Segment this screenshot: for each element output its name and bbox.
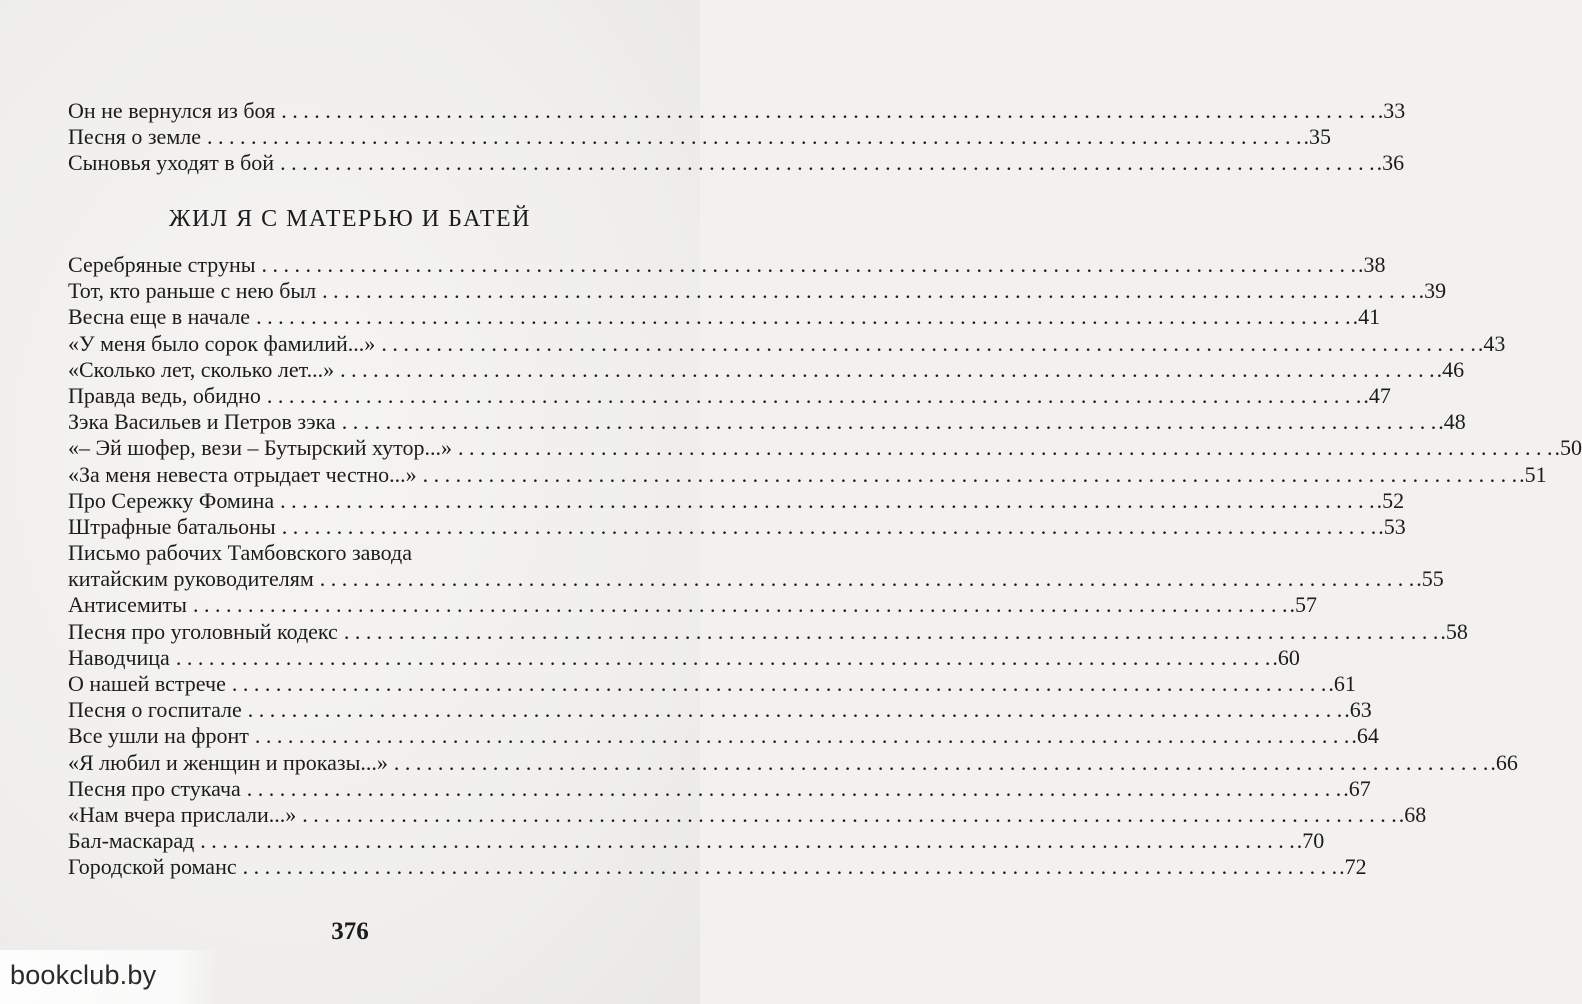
toc-entry [68,749,1518,776]
toc-leader-dots [243,854,1338,880]
toc-leader-dots [200,828,1295,854]
toc-leader-dots [176,645,1271,671]
toc-entry [68,124,1331,150]
toc-leader-dots [280,488,1375,514]
toc-entry-title: Песня про стукача [68,775,241,801]
toc-entry [68,330,1506,357]
toc-entry-page: .66 [1490,749,1518,775]
toc-entry-page: .52 [1376,487,1405,513]
toc-list-top [68,98,1406,177]
toc-entry-title: «У меня было сорок фамилий...» [68,330,376,356]
toc-leader-dots [207,124,1302,150]
toc-entry [68,801,1427,828]
toc-entry-title: Антисемиты [68,592,187,618]
toc-entry-page: .70 [1296,828,1325,854]
toc-entry-title: «– Эй шофер, вези – Бутырский хутор...» [68,435,452,461]
toc-entry-page: .48 [1438,409,1466,435]
toc-leader-dots [247,776,1342,802]
toc-entry-title: Песня о земле [68,124,201,150]
toc-entry [68,435,1582,461]
toc-entry-page: .72 [1339,854,1367,880]
toc-entry-title: Зэка Васильев и Петров зэка [68,409,336,435]
toc-leader-dots [262,252,1357,278]
toc-entry-title: Сыновья уходят в бой [68,150,275,176]
toc-entry-page: .55 [1416,566,1444,592]
toc-entry-page: .63 [1344,697,1372,723]
toc-entry [68,487,1405,514]
toc-entry-page: .35 [1303,124,1331,150]
toc-entry [68,671,1356,697]
toc-entry-page: .50 [1554,435,1582,461]
toc-entry [68,697,1372,723]
toc-leader-dots [280,150,1375,176]
toc-entry [68,566,1444,592]
toc-entry [68,252,1386,278]
toc-entry [68,540,640,566]
toc-leader-dots [267,383,1362,409]
toc-entry-title: Весна еще в начале [68,304,251,330]
toc-entry-title: «Нам вчера прислали...» [68,801,297,827]
toc-entry-title: Бал-маскарад [68,828,195,854]
toc-leader-dots [232,671,1327,697]
page-number: 376 [331,918,369,945]
toc-entry-page: .58 [1440,618,1468,644]
toc-entry-title: О нашей встрече [68,671,226,696]
toc-entry-title: Штрафные батальоны [68,513,276,539]
toc-entry-title: Тот, кто раньше с нею был [68,278,317,304]
toc-entry-title: китайским руководителям [68,566,314,592]
toc-entry [68,775,1371,802]
toc-leader-dots [342,409,1437,435]
toc-entry-title: Городской романс [68,854,237,880]
toc-entry [68,461,1547,488]
toc-entry-page: .51 [1519,461,1547,487]
toc-leader-dots [344,619,1439,645]
toc-entry [68,618,1468,645]
toc-entry [68,513,1406,540]
toc-entry-page: .33 [1377,98,1406,123]
toc-entry-title: «За меня невеста отрыдает честно...» [68,461,417,487]
toc-leader-dots [256,304,1351,330]
toc-entry [68,644,1300,671]
toc-leader-dots [340,357,1435,383]
toc-entry-page: .38 [1358,252,1386,277]
toc-entry [68,409,1466,435]
toc-entry [68,356,1465,383]
toc-entry-title: Он не вернулся из боя [68,98,276,123]
toc-entry [68,98,1406,124]
toc-entry-page: .57 [1289,592,1317,618]
toc-entry [68,150,1405,176]
toc-leader-dots [282,514,1377,540]
toc-entry [68,828,1325,854]
toc-entry-title: Правда ведь, обидно [68,382,261,408]
toc-leader-dots [423,462,1518,488]
toc-entry-title: Песня о госпитале [68,697,242,723]
toc-entry-title: Про Сережку Фомина [68,487,275,513]
toc-leader-dots [193,592,1288,618]
section-heading: ЖИЛ Я С МАТЕРЬЮ И БАТЕЙ [169,206,531,232]
toc-leader-dots [281,98,1376,124]
toc-entry-page: .43 [1477,330,1506,356]
toc-leader-dots [381,331,1476,357]
toc-entry-page: .36 [1376,150,1405,176]
toc-leader-dots [248,697,1343,723]
toc-entry [68,304,1381,330]
toc-leader-dots [255,723,1350,749]
toc-entry-page: .46 [1436,356,1465,382]
toc-entry [68,723,1379,749]
toc-entry-page: .64 [1351,723,1379,749]
toc-entry-page: .39 [1418,278,1447,304]
watermark [0,950,220,1004]
toc-entry [68,592,1317,618]
toc-leader-dots [302,802,1397,828]
toc-entry [68,382,1391,409]
toc-entry-page: .67 [1343,775,1371,801]
toc-entry-page: .53 [1378,513,1406,539]
toc-entry-title: Письмо рабочих Тамбовского завода [68,540,412,566]
toc-entry [68,278,1447,304]
toc-entry-page: .60 [1272,644,1300,670]
toc-entry-page: .41 [1352,304,1381,330]
toc-entry [68,854,1367,880]
toc-entry-title: «Сколько лет, сколько лет...» [68,356,335,382]
toc-leader-dots [320,566,1415,592]
toc-leader-dots [458,435,1553,461]
toc-entry-title: «Я любил и женщин и проказы...» [68,749,388,775]
toc-entry-page: .61 [1328,671,1356,696]
toc-entry-title: Все ушли на фронт [68,723,249,749]
watermark-text: bookclub.by [10,960,157,990]
toc-entry-title: Песня про уголовный кодекс [68,618,338,644]
toc-entry-title: Серебряные струны [68,252,256,277]
toc-leader-dots [322,278,1417,304]
toc-entry-page: .68 [1398,801,1427,827]
toc-entry-page: .47 [1363,382,1391,408]
toc-entry-title: Наводчица [68,644,170,670]
toc-list-section [68,252,1582,881]
toc-leader-dots [394,750,1489,776]
